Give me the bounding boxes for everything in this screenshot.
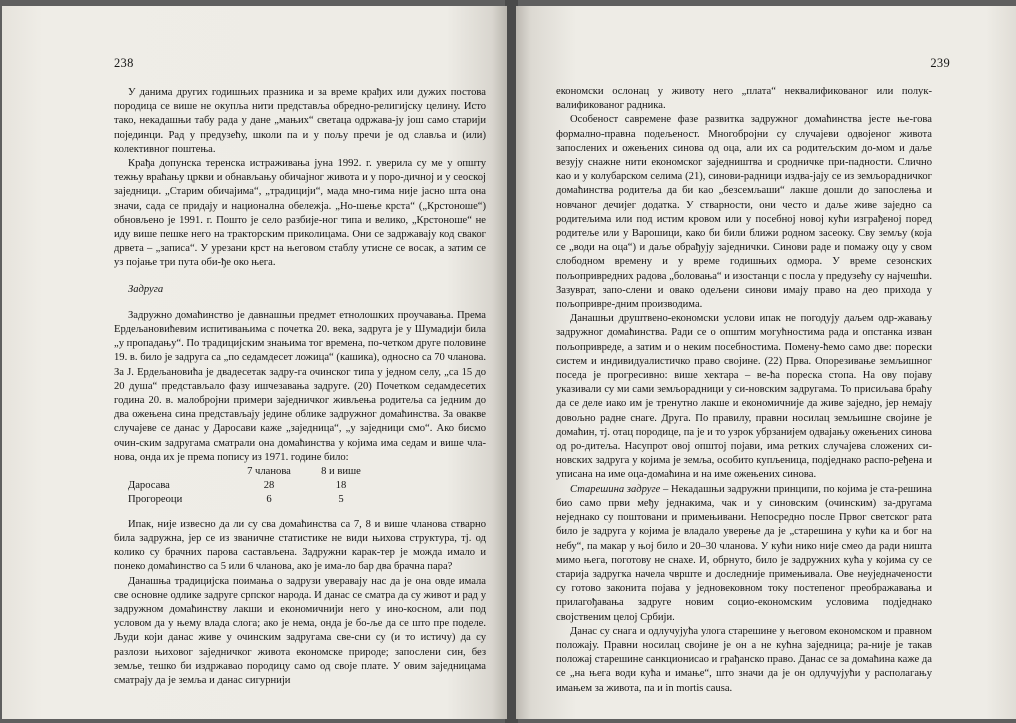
paragraph: Крађа допунска теренска истраживања јуна 1992. г. уверила су ме у општу тежњу враћању цркви и обнављању обичајног живота и у поро-дичној и у сеоској заједници. „Старим обичајима“, „традицији“, мада мно-гима није јасно шта она значи, сада се придају и национална обележја. „Но-шење крста“ („Крстоноше“) обновљено је 1991. г. Пошто је село разбије-ног типа и велико, „Крстоноше“ не иду више пешке него на тракторским приколицама. Они се задржавају код сваког дрвета – „записа“. У урезани крст на његовом стаблу утисне се восак, а затим се уз појање три пута оби-ђе око њега.: [114, 158, 486, 269]
census-place: Даросава: [128, 480, 170, 492]
paragraph: Особеност савремене фазе развитка задружног домаћинства јесте ње-гова формално-правна подељеност. Многобројни су случајеви одвојеног живота запослених и ожењених синова од оца, али их са родитељским до-мом и даље везују снажне нити економског заједништва и сродничке при-падности. Слично као и у колубарском селима (21), синови-радници издва-јају се из земљорадничког домаћинства родитеља да би као „безсемљаши“ лакше дошли до запослења и новчаног дечијег додатка. У стварности, они често и даље живе заједно са родитељима или под истим кровом или у посебној новој кући изграђеној поред родитеље или у Варошици, како би били ближи родном засеоку. Сву земљу (која се „води на оца“) и даље обрађују заједнички. Синови раде и помажу оцу у свом слободном времену и у време годишњих одмора. У време сезонских пољопривредних радова „боловања“ и изостанци с посла у предузећу су најчешћи. Зазуврат, запо-слени и овако одељени синови имају право на део прихода у пољопривре-дним производима.: [556, 114, 932, 311]
census-row: [128, 493, 486, 507]
paragraph: У данима других годишњих празника и за време крађих или дужих постова породица се више не окупља нити представља обредно-религијску целину. Исто тако, некадашњи табу рада у дане „мањих“ светаца одржава-ју још само старији појединци. Рад у предузећу, школи па и у пољу прeчи је од славља и (или) колективног поштења.: [114, 87, 486, 155]
paragraph: Данас су снага и одлучујућа улога старешине у његовом економском и правном положају. Правни носилац својине је он а не кућна заједница; ра-није је такав положај старешине санкционисао и грађанско право. Данас се за домаћина каже да се „на њега води кућа и имање“, што значи да је он одлучујући у располагању имањем за живота, па и in mortis causa.: [556, 625, 932, 694]
census-col-seven-members: 7 чланова: [247, 466, 291, 478]
census-header-row: [128, 465, 486, 479]
census-value: 18: [335, 480, 347, 492]
paragraph: економски ослонац у животу него „плата“ неквалификованог или полук-валификованог радника.: [556, 86, 932, 112]
paragraph-body: – Некадашњи задружни принципи, по којима је ста-решина био само први међу једнакима, чак и у синовским (очинским) за-другама неједнако су поштовани и примењивани. Непосредно после Првог светског рата било је задруга у којима је владало уверење да је „старешина у кући ка и бог на небу“, па макар у њој било и 20–30 чланова. У кући нико није смео да ради ништа мимо њега, поготову не снахе. И, обрнуто, било је задружних кућа у којима су се старија задругка начела чврште и доследније примењивала. Ове неуједначености су готово законита појава у једновековном току постепеног преображавања и прилагођавања задруге новим социо-економским условима подједнако својственим целој Србији.: [556, 483, 932, 623]
paragraph: Данашња традицијска поимања о задрузи уверавају нас да је она овде имала све основне одлике задруге српског народа. И данас се сматра да су живот и рад у задружном домаћинству лакши и економичнији него у ино-косном, али под условом да у њему влада слога; ако је нема, онда је бо-ље да се што пре поделе. Људи који данас живе у очинским задругама све-сни су (и то истичу) да су разлози њиховог заједничког живота економске природе; запослени син, без земље, тешко би издржавао породицу само од своје плате. У овим заједницама сматрају да је земља и данас сигурнији: [114, 575, 486, 686]
run-in-heading-stareshina: Старешина задруге: [570, 483, 661, 495]
census-value: 6: [266, 494, 272, 506]
census-table: [128, 465, 486, 508]
page-number-right: 239: [930, 56, 950, 70]
paragraph: Данашњи друштвено-економски услови ипак не погодују даљем одр-жавању задружног домаћинства. Ради се о општим могућностима рада и опстанка изван пољопривреде, а затим и о неким посебностима. Помену-ћемо само две: порески систем и индивидуалистичко право својине. (22) Прва. Опорезивање земљишног поседа је прогресивно: више хектара – ве-ћа пореска стопа. На ову појаву указивали су ми сами земљорадници у си-новским задругама. То присиљава браћу да се деле иако им је тренутно лакше и економичније да живе заједно, јер немају довољно радне снаге. Друга. По правилу, правни носилац земљишне својине је домаћин, тј. отац породице, па је и то узрок убрзанијем одвајању ожењених синова од ро-дитеља. Насупрот овој општој појави, има ретких случајева сложених си-новских задруга у којима је земља, особито купљеница, подједнако распо-ређена и уписана на име оца-домаћина и на име ожењених синова.: [556, 313, 932, 481]
census-value: 28: [263, 480, 275, 492]
right-page-text: [556, 85, 932, 696]
left-page: [2, 6, 507, 719]
census-value: 5: [338, 494, 344, 506]
right-page: [516, 6, 1016, 719]
census-col-eight-plus: 8 и више: [321, 466, 361, 478]
paragraph: [556, 483, 932, 625]
section-heading-zadruga: Задруга: [128, 283, 164, 295]
census-row: [128, 479, 486, 493]
page-number-left: 238: [114, 56, 134, 70]
census-place: Прогореоци: [128, 494, 183, 506]
left-page-text: [114, 86, 486, 688]
paragraph: Задружно домаћинство је давнашњи предмет етнолошких проучавања. Према Ердељановићевим испитивањима с почетка 20. века, задруга је у Шумадији била „у пропадању“. По традицијским знањима тог времена, по-четком друге половине 19. в. било је задруга са „по седамдесет ложица“ (кашика), односно са 70 чланова. За Ј. Ердељановића је двадесетак задру-га очинског типа у једном селу, „са 15 до 20 душа“ представљало фазу ишчезавања задруге. (20) Почетком седамдесетих година 20. в. малобројни примери заједничког живљења родитеља са једним до два ожењена сина представљају једине облике задружног домаћинства. За овакве случајеве се данас у Даросави каже „заједница“, „у заједници смо“. Ако бисмо очин-ским задругама сматрали она домаћинства у којима има седам и више чла-нова, онда их је према попису из 1971. године било:: [114, 309, 486, 463]
paragraph: Ипак, није извесно да ли су сва домаћинства са 7, 8 и више чланова стварно била задружна, јер се из званичне статистике не види њихова структура, тј. од колико су брачних парова састављена. Задружни карак-тер је можда имало и понеко домаћинство са 5 или 6 чланова, ако је има-ло бар два брачна пара?: [114, 518, 486, 573]
